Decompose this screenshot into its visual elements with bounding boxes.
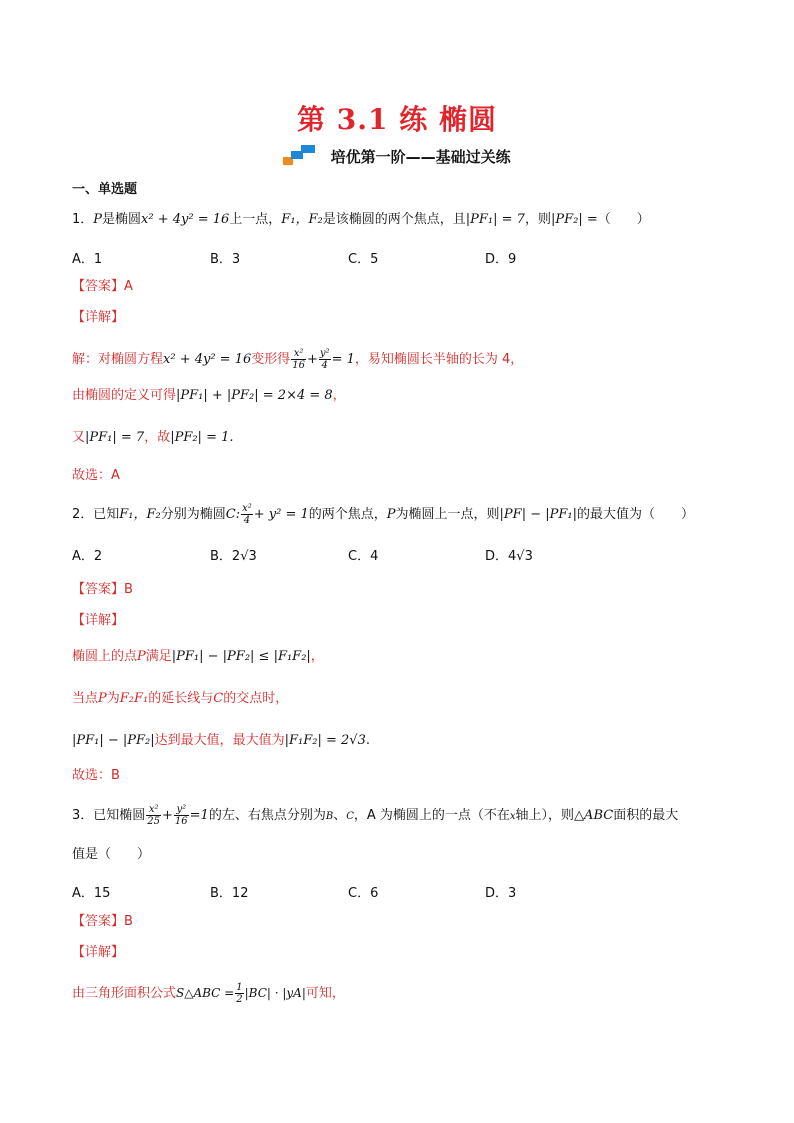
q2-sol-text: . <box>365 733 371 748</box>
q3-fraction <box>174 804 189 827</box>
q3-text: 轴上），则 <box>515 808 575 823</box>
q1-sol-text: 变形得 <box>251 352 291 367</box>
q2-sol-equation: |PF₁| − |PF₂| ≤ |F₁F₂| <box>171 649 311 664</box>
q3-option-b: B．12 <box>210 886 249 901</box>
q1-detail-heading: 【详解】 <box>72 310 125 325</box>
q2-sol-point: P <box>137 649 146 664</box>
q1-sol-text: ， <box>332 388 346 403</box>
q1-text: P <box>93 212 103 227</box>
section-heading: 一、单选题 <box>72 182 138 197</box>
q2-text: 分别为椭圆 <box>160 507 226 522</box>
q3-text: 的左、右焦点分别为 <box>208 808 326 823</box>
fraction-numerator: 1 <box>236 982 243 993</box>
q1-sol-text: ，故 <box>144 430 171 445</box>
q1-condition: |PF₁| = 7 <box>465 212 525 227</box>
q2-equation: + y² = 1 <box>253 507 309 522</box>
q1-option-c: C．5 <box>348 252 379 267</box>
q1-text: 上一点， <box>229 212 282 227</box>
q1-sol-text: 解：对椭圆方程 <box>72 352 164 367</box>
q3-solution-line-1 <box>72 982 345 1005</box>
q1-number: 1． <box>72 212 94 227</box>
fraction-denominator: 25 <box>147 816 161 827</box>
q3-answer: 【答案】B <box>72 914 133 929</box>
q1-sol-fraction <box>319 348 331 371</box>
q3-option-c: C．6 <box>348 886 379 901</box>
q1-sol-text: 又 <box>72 430 86 445</box>
q3-text: ，A 为椭圆上的一点（不在 <box>353 808 510 823</box>
plus-sign: + <box>162 808 173 823</box>
page-title: 第 3.1 练 椭圆 <box>297 103 497 136</box>
q1-text: 是该椭圆的两个焦点，且 <box>322 212 466 227</box>
q1-answer: 【答案】A <box>72 279 133 294</box>
q2-sol-text: 满足 <box>145 649 172 664</box>
q2-sol-text: 达到最大值，最大值为 <box>154 733 285 748</box>
q2-text: 的最大值为（ ） <box>576 507 694 522</box>
q2-fraction <box>241 503 253 526</box>
fraction-numerator: x² <box>146 804 161 816</box>
q2-sol-equation: |F₁F₂| = 2√3 <box>284 733 366 748</box>
q2-foci: F₁，F₂ <box>119 507 161 522</box>
q2-option-a: A．2 <box>72 549 103 564</box>
fraction-numerator: y² <box>174 804 189 816</box>
q2-ellipse-name: C: <box>225 507 241 522</box>
q2-text: 的两个焦点， <box>308 507 387 522</box>
q1-text: 是椭圆 <box>102 212 142 227</box>
q1-sol-equation: x² + 4y² = 16 <box>163 352 252 367</box>
q1-sol-equation: = 1 <box>331 352 355 367</box>
fraction-denominator: 16 <box>292 360 305 371</box>
plus-sign: + <box>307 352 318 367</box>
q3-text: 、 <box>333 808 347 823</box>
fraction-numerator: y² <box>319 348 330 359</box>
q1-sol-equation: |PF₂| = 1. <box>170 430 234 445</box>
q2-text: 2．已知 <box>72 507 120 522</box>
q2-sol-ellipse: C <box>213 691 224 706</box>
q1-solution-line-1 <box>72 348 523 371</box>
q1-sol-equation: |PF₁| = 7 <box>85 430 145 445</box>
q3-sol-equation: |BC| · |yA| <box>244 986 306 1000</box>
q3-stem-line-2: 值是（ ） <box>72 847 151 862</box>
q2-solution-line-2 <box>72 690 288 708</box>
subtitle-row <box>0 145 794 167</box>
q2-sol-point: P <box>98 691 107 706</box>
q2-sol-equation: |PF₁| − |PF₂| <box>72 733 155 748</box>
q3-equation: =1 <box>189 808 209 823</box>
q2-answer: 【答案】B <box>72 582 133 597</box>
q1-solution-line-3 <box>72 429 234 447</box>
q1-solution-line-2 <box>72 387 346 405</box>
q2-sol-text: 椭圆上的点 <box>72 649 138 664</box>
q2-detail-heading: 【详解】 <box>72 613 125 628</box>
fraction-numerator: x² <box>242 503 252 514</box>
q3-option-d: D．3 <box>485 886 517 901</box>
q1-sol-text: 由椭圆的定义可得 <box>72 388 177 403</box>
stairs-icon <box>283 145 319 165</box>
q3-point-c: C <box>346 811 354 822</box>
fraction-numerator: x² <box>291 348 306 360</box>
q3-option-a: A．15 <box>72 886 111 901</box>
q3-sol-fraction <box>235 982 243 1005</box>
q1-choice: 故选：A <box>72 468 120 483</box>
q1-sol-text: ，易知椭圆长半轴的长为 4， <box>354 352 524 367</box>
q1-text: ，则 <box>524 212 551 227</box>
q3-detail-heading: 【详解】 <box>72 945 125 960</box>
q2-option-b: B．2√3 <box>210 549 257 564</box>
q3-sol-text: 可知， <box>305 986 345 1001</box>
subtitle: 培优第一阶——基础过关练 <box>330 148 511 166</box>
q1-sol-fraction <box>291 348 306 371</box>
q2-sol-text: 为 <box>106 691 120 706</box>
q2-sol-segment: F₂F₁ <box>119 691 149 706</box>
q2-option-c: C．4 <box>348 549 379 564</box>
q2-solution-line-3 <box>72 732 370 750</box>
q2-sol-text: ， <box>310 649 324 664</box>
q3-text: 3．已知椭圆 <box>72 808 146 823</box>
q1-sol-equation: |PF₁| + |PF₂| = 2×4 = 8 <box>176 388 333 403</box>
q1-option-b: B．3 <box>210 252 241 267</box>
q2-expression: |PF| − |PF₁| <box>499 507 577 522</box>
q1-equation: x² + 4y² = 16 <box>141 212 230 227</box>
q3-text: 面积的最大 <box>613 808 679 823</box>
q1-blank: （ ） <box>597 212 650 227</box>
q3-point-b: B <box>325 811 334 822</box>
q1-option-d: D．9 <box>485 252 517 267</box>
q2-sol-text: 的延长线与 <box>148 691 214 706</box>
q2-choice: 故选：B <box>72 768 120 783</box>
q2-point: P <box>386 507 396 522</box>
fraction-denominator: 2 <box>236 994 243 1005</box>
q1-foci: F₁，F₂ <box>281 212 323 227</box>
q1-option-a: A．1 <box>72 252 103 267</box>
q2-sol-text: 的交点时， <box>223 691 289 706</box>
q2-text: 为椭圆上一点，则 <box>395 507 500 522</box>
q2-solution-line-1 <box>72 648 324 666</box>
q3-fraction <box>146 804 161 827</box>
q1-target: |PF₂| = <box>550 212 598 227</box>
q3-sol-equation: S△ABC = <box>176 986 235 1000</box>
q2-sol-text: 当点 <box>72 691 99 706</box>
q3-axis: x <box>509 811 516 822</box>
q2-stem <box>72 503 694 526</box>
q2-option-d: D．4√3 <box>485 549 533 564</box>
q3-stem-line-1 <box>72 804 678 827</box>
q3-triangle: △ABC <box>574 808 614 823</box>
fraction-denominator: 4 <box>321 360 328 371</box>
q1-stem <box>72 211 650 229</box>
fraction-denominator: 4 <box>243 515 251 526</box>
q3-sol-text: 由三角形面积公式 <box>72 986 177 1001</box>
fraction-denominator: 16 <box>174 816 188 827</box>
